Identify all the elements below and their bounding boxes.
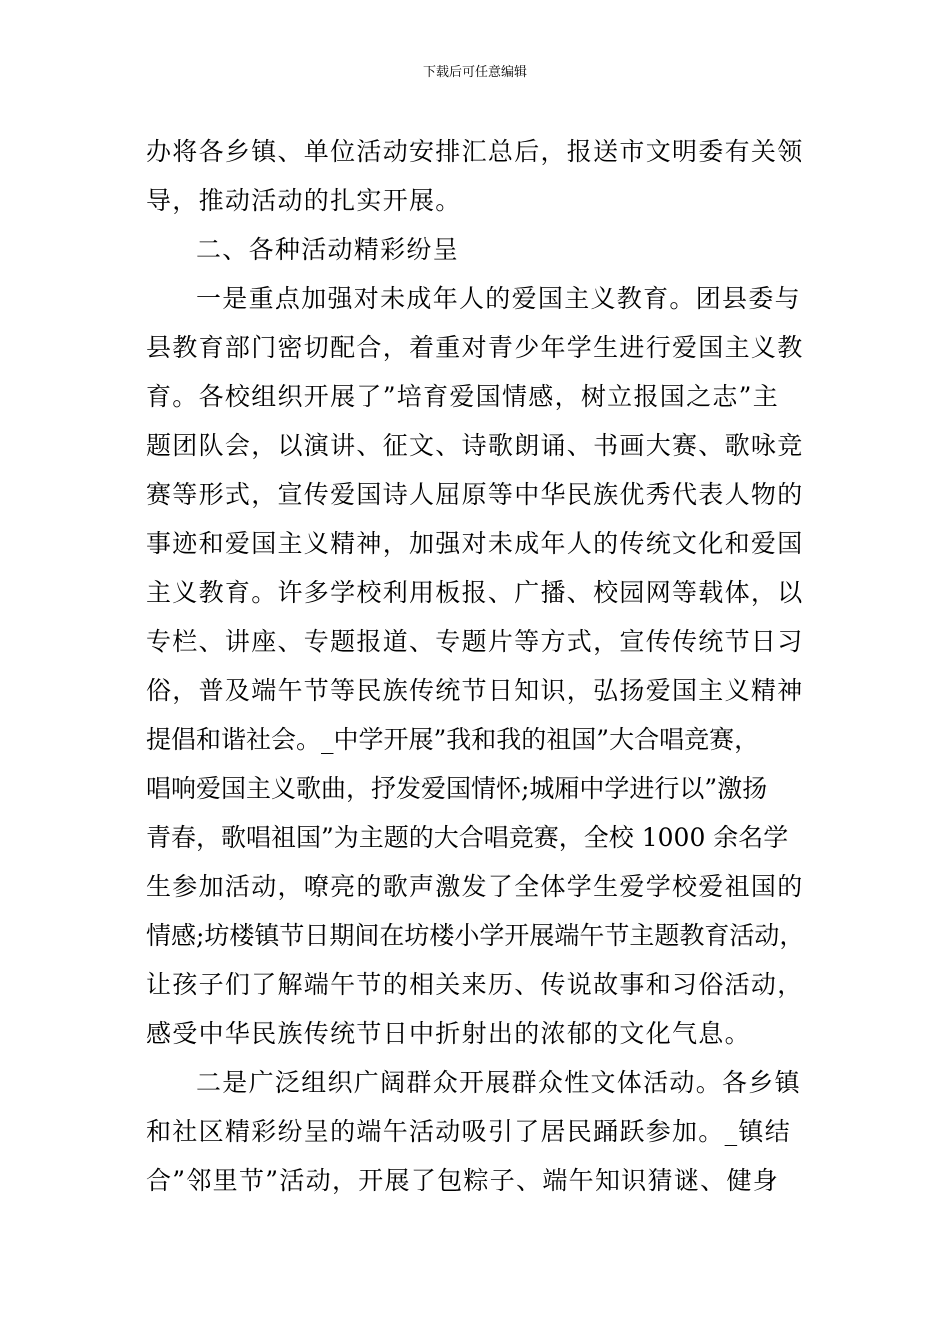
text-line: 和社区精彩纷呈的端午活动吸引了居民踊跃参加。_镇结 bbox=[146, 1117, 792, 1146]
text-line: 赛等形式，宣传爱国诗人屈原等中华民族优秀代表人物的 bbox=[146, 480, 804, 509]
text-line: 生参加活动，嘹亮的歌声激发了全体学生爱学校爱祖国的 bbox=[146, 872, 804, 901]
text-line: 办将各乡镇、单位活动安排汇总后，报送市文明委有关领 bbox=[146, 137, 804, 166]
text-line: 专栏、讲座、专题报道、专题片等方式，宣传传统节日习 bbox=[146, 627, 804, 656]
text-line: 青春，歌唱祖国”为主题的大合唱竞赛，全校 1000 余名学 bbox=[146, 823, 789, 852]
text-line: 感受中华民族传统节日中折射出的浓郁的文化气息。 bbox=[146, 1019, 751, 1048]
text-line: 事迹和爱国主义精神，加强对未成年人的传统文化和爱国 bbox=[146, 529, 804, 558]
text-line: 导，推动活动的扎实开展。 bbox=[146, 186, 462, 215]
document-body bbox=[146, 127, 811, 1205]
text-line: 情感;坊楼镇节日期间在坊楼小学开展端午节主题教育活动， bbox=[146, 921, 805, 950]
text-line: 提倡和谐社会。_中学开展”我和我的祖国”大合唱竞赛， bbox=[146, 725, 760, 754]
text-line: 主义教育。许多学校利用板报、广播、校园网等载体，以 bbox=[146, 578, 804, 607]
text-line: 育。各校组织开展了”培育爱国情感，树立报国之志”主 bbox=[146, 382, 780, 411]
section-heading: 二、各种活动精彩纷呈 bbox=[196, 235, 460, 264]
text-line: 俗，普及端午节等民族传统节日知识，弘扬爱国主义精神 bbox=[146, 676, 804, 705]
text-line: 唱响爱国主义歌曲，抒发爱国情怀;城厢中学进行以”激扬 bbox=[146, 774, 768, 803]
paragraph-first-line: 二是广泛组织广阔群众开展群众性文体活动。各乡镇 bbox=[196, 1068, 801, 1097]
paragraph-first-line: 一是重点加强对未成年人的爱国主义教育。团县委与 bbox=[196, 284, 801, 313]
text-line: 县教育部门密切配合，着重对青少年学生进行爱国主义教 bbox=[146, 333, 804, 362]
text-line: 合”邻里节”活动，开展了包粽子、端午知识猜谜、健身 bbox=[146, 1166, 780, 1195]
page-header: 下载后可任意编辑 bbox=[422, 65, 527, 80]
text-line: 题团队会，以演讲、征文、诗歌朗诵、书画大赛、歌咏竞 bbox=[146, 431, 804, 460]
text-line: 让孩子们了解端午节的相关来历、传说故事和习俗活动， bbox=[146, 970, 804, 999]
